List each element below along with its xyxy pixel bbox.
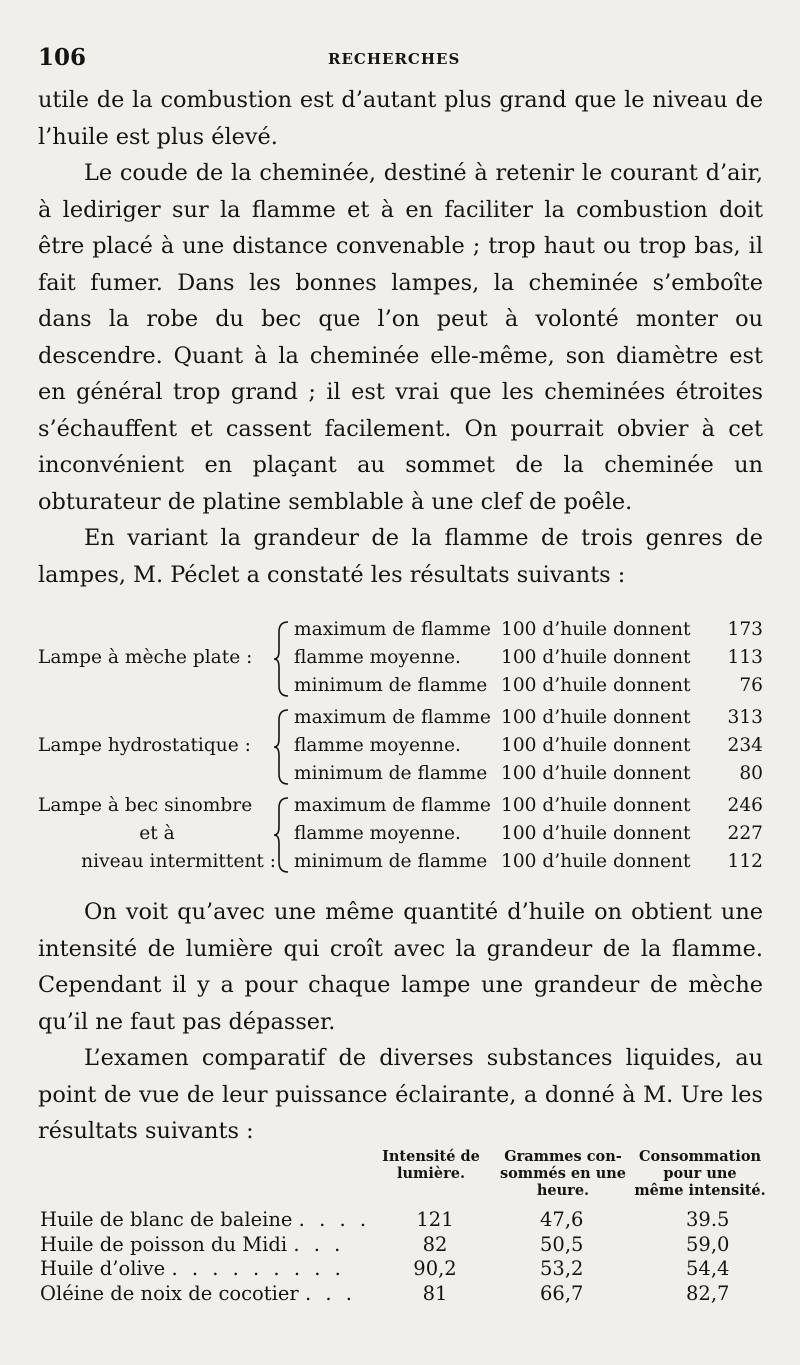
header-line: Consommation — [638, 1148, 762, 1165]
light-value: 246 — [727, 795, 763, 816]
light-value: 173 — [727, 619, 763, 640]
intensity-cell: 121 — [416, 1208, 454, 1231]
lamp-label — [38, 792, 276, 876]
leader-dots: . . . — [304, 1281, 356, 1305]
lamp-block-sinombre — [38, 792, 763, 876]
lamp-rows — [294, 704, 763, 788]
header-line: pour une — [663, 1165, 737, 1182]
light-value: 227 — [727, 823, 763, 844]
table-row — [20, 1208, 768, 1233]
page-header — [38, 44, 760, 74]
header-line: Grammes con- — [504, 1148, 622, 1165]
table-header — [20, 1148, 768, 1208]
grams-cell: 66,7 — [540, 1281, 584, 1305]
header-line: Intensité de — [382, 1148, 480, 1165]
lamp-block-flat-wick — [38, 616, 763, 700]
lamp-row — [294, 732, 763, 760]
grams-cell: 47,6 — [540, 1208, 584, 1231]
column-header-consumption — [632, 1148, 768, 1199]
header-line: même intensité. — [634, 1182, 766, 1199]
brace-icon — [274, 796, 290, 874]
consumption-cell: 39.5 — [686, 1208, 730, 1231]
flame-level: minimum de flamme — [294, 763, 488, 784]
oil-ratio: 100 d’huile donnent — [501, 823, 691, 844]
lamp-label-line: Lampe hydrostatique : — [38, 735, 251, 756]
lamp-row — [294, 848, 763, 876]
table-row — [20, 1282, 768, 1307]
consumption-cell: 59,0 — [686, 1232, 730, 1256]
table-body — [20, 1208, 768, 1306]
lamp-label-line: Lampe à mèche plate : — [38, 647, 253, 668]
lamp-label — [38, 732, 276, 760]
flame-level: maximum de flamme — [294, 707, 491, 728]
header-line: heure. — [536, 1182, 590, 1199]
light-value: 112 — [727, 851, 763, 872]
light-value: 76 — [739, 675, 763, 696]
oil-ratio: 100 d’huile donnent — [501, 763, 691, 784]
consumption-cell: 54,4 — [686, 1257, 730, 1280]
lamp-label-line: Lampe à bec sinombre — [38, 795, 253, 816]
light-value: 113 — [727, 647, 763, 668]
substance-name — [40, 1233, 344, 1258]
brace-icon — [274, 708, 290, 786]
leader-dots: . . . . — [298, 1208, 371, 1231]
light-value: 313 — [727, 707, 763, 728]
paragraph-chimney: Le coude de la cheminée, destiné à retenir le courant d’air, à lediriger sur la flamme et à en faciliter la combustion doit être placé à une distance convenable ; trop haut ou trop bas, il fait fumer. Dans les bonnes lampes, la cheminée s’emboîte dans la robe du bec que l’on peut à volonté monter ou descendre. Quant à la cheminée elle-même, son diamètre est en général trop grand ; il est vrai que les cheminées étroites s’échauffent et cassent facilement. On pourrait obvier à cet inconvénient en plaçant au sommet de la cheminée un obturateur de platine semblable à une clef de poêle. — [38, 160, 763, 515]
flame-level: minimum de flamme — [294, 675, 488, 696]
body-text-top — [38, 82, 763, 593]
paragraph-continuation: utile de la combustion est d’autant plus grand que le niveau de l’huile est plus élevé. — [38, 87, 763, 150]
body-text-bottom — [38, 894, 763, 1150]
substance-label: Huile de poisson du Midi — [40, 1232, 288, 1256]
flame-level: flamme moyenne. — [294, 735, 461, 756]
oil-ratio: 100 d’huile donnent — [501, 851, 691, 872]
lamp-row — [294, 616, 763, 644]
running-head: RECHERCHES — [328, 50, 461, 68]
oil-ratio: 100 d’huile donnent — [501, 675, 691, 696]
column-header-intensity — [376, 1148, 486, 1182]
leader-dots: . . . . . . . . . — [171, 1257, 345, 1280]
leader-dots: . . . — [293, 1232, 345, 1256]
paragraph-conclusion: On voit qu’avec une même quantité d’huile on obtient une intensité de lumière qui croît avec la grandeur de la flamme. Cependant il y a pour chaque lampe une grandeur de mèche qu’il ne faut pas dépasser. — [38, 899, 763, 1035]
grams-cell: 53,2 — [540, 1257, 584, 1280]
substance-label: Huile d’olive — [40, 1257, 166, 1280]
page-number: 106 — [38, 44, 87, 71]
lamp-row — [294, 704, 763, 732]
substance-label: Huile de blanc de baleine — [40, 1208, 293, 1231]
brace-icon — [274, 620, 290, 698]
oil-ratio: 100 d’huile donnent — [501, 707, 691, 728]
lamp-row — [294, 820, 763, 848]
lamp-row — [294, 792, 763, 820]
oil-ratio: 100 d’huile donnent — [501, 619, 691, 640]
lamp-row — [294, 672, 763, 700]
paragraph-ure-intro: L’examen comparatif de diverses substances liquides, au point de vue de leur puissance éclairante, a donné à M. Ure les résultats suivants : — [38, 1045, 763, 1144]
lamp-row — [294, 760, 763, 788]
substance-label: Oléine de noix de cocotier — [40, 1281, 299, 1305]
flame-level: flamme moyenne. — [294, 647, 461, 668]
substance-name — [40, 1282, 356, 1307]
results-table — [20, 1148, 768, 1306]
intensity-cell: 82 — [422, 1232, 448, 1256]
lamp-rows — [294, 616, 763, 700]
lamp-label — [38, 644, 276, 672]
oil-ratio: 100 d’huile donnent — [501, 647, 691, 668]
column-header-grams — [498, 1148, 628, 1199]
oil-ratio: 100 d’huile donnent — [501, 795, 691, 816]
lamp-row — [294, 644, 763, 672]
intensity-cell: 90,2 — [413, 1257, 457, 1280]
flame-level: flamme moyenne. — [294, 823, 461, 844]
lamp-label-line: et à — [139, 823, 175, 844]
flame-level: maximum de flamme — [294, 795, 491, 816]
substance-name — [40, 1257, 345, 1282]
flame-level: minimum de flamme — [294, 851, 488, 872]
paragraph-peclet-intro: En variant la grandeur de la flamme de trois genres de lampes, M. Péclet a constaté les résultats suivants : — [38, 525, 763, 588]
header-line: lumière. — [396, 1165, 466, 1182]
intensity-cell: 81 — [422, 1281, 448, 1305]
consumption-cell: 82,7 — [686, 1281, 730, 1305]
lamp-block-hydrostatic — [38, 704, 763, 788]
substance-name — [40, 1208, 370, 1233]
table-row — [20, 1233, 768, 1258]
lamp-rows — [294, 792, 763, 876]
header-line: sommés en une — [499, 1165, 627, 1182]
table-row — [20, 1257, 768, 1282]
light-value: 80 — [739, 763, 763, 784]
light-value: 234 — [727, 735, 763, 756]
flame-level: maximum de flamme — [294, 619, 491, 640]
oil-ratio: 100 d’huile donnent — [501, 735, 691, 756]
grams-cell: 50,5 — [540, 1232, 584, 1256]
lamp-label-line: niveau intermittent : — [81, 851, 276, 872]
